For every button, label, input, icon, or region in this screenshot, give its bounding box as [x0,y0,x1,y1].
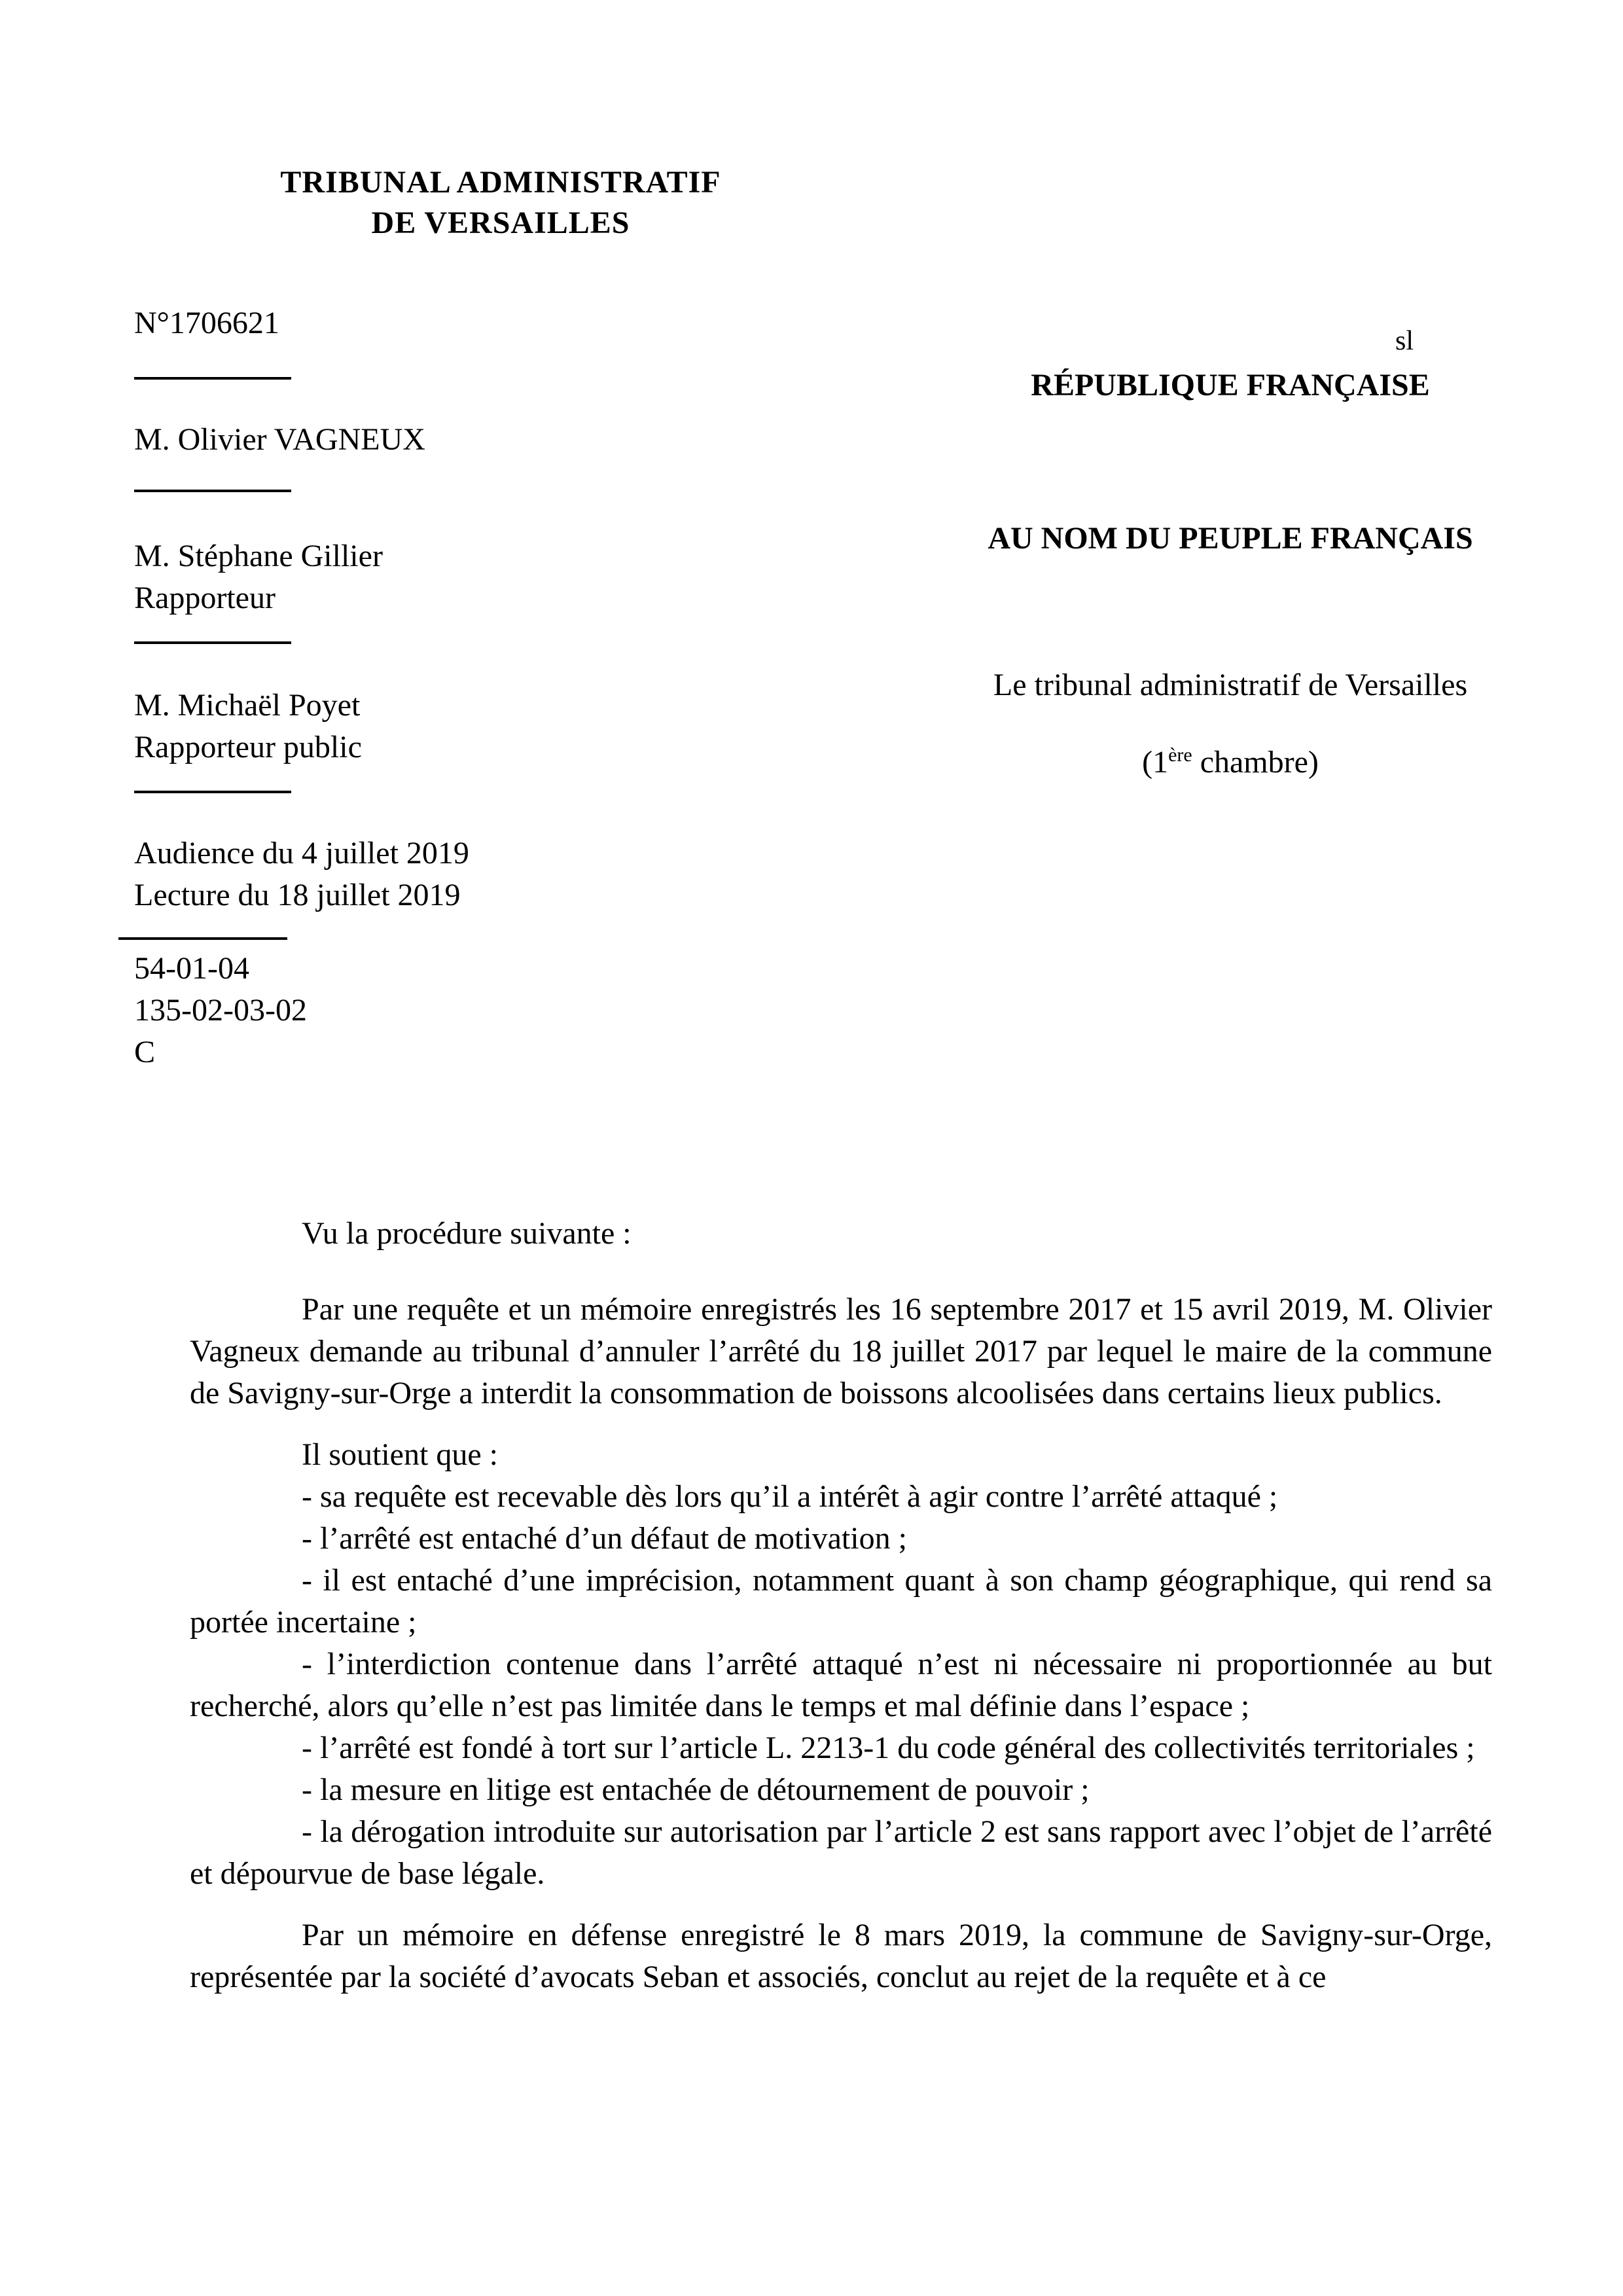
republic-heading: RÉPUBLIQUE FRANÇAISE [1031,368,1430,403]
rapporteur-public-block [134,685,362,768]
horizontal-rule [134,791,291,793]
court-name [134,162,867,243]
court-name-line2: DE VERSAILLES [371,206,630,240]
body-paragraph: Par une requête et un mémoire enregistrés les 16 septembre 2017 et 15 avril 2019, M. Olivier Vagneux demande au tribunal d’annuler l’arrêté du 18 juillet 2017 par lequel le maire de la commune de Savigny-sur-Orge a interdit la consommation de boissons alcoolisées dans certains lieux publics. [190,1292,1492,1410]
body-paragraph: Par un mémoire en défense enregistré le 8 mars 2019, la commune de Savigny-sur-Orge, représentée par la société d’avocats Seban et associés, conclut au rejet de la requête et à ce [190,1918,1492,1994]
rapporteur-block [134,535,383,619]
moyen-item: - la dérogation introduite sur autorisation par l’article 2 est sans rapport avec l’objet de l’arrêté et dépourvue de base légale. [190,1814,1492,1891]
scan-annotation: sl [1395,326,1414,356]
moyen-item: - il est entaché d’une imprécision, notamment quant à son champ géographique, qui rend sa portée incertaine ; [190,1563,1492,1640]
moyen-item: - la mesure en litige est entachée de détournement de pouvoir ; [302,1772,1090,1807]
chamber-ordinal-superscript: ère [1168,744,1192,766]
soutient-intro: Il soutient que : [302,1437,498,1472]
rapporteur-name: M. Stéphane Gillier [134,539,383,573]
horizontal-rule [134,377,291,380]
chamber-prefix: (1 [1142,745,1169,780]
in-the-name-heading: AU NOM DU PEUPLE FRANÇAIS [988,521,1473,556]
rapporteur-public-title: Rapporteur public [134,730,362,764]
chamber-line [903,742,1558,783]
rapporteur-public-name: M. Michaël Poyet [134,688,361,723]
tribunal-line: Le tribunal administratif de Versailles [993,668,1468,702]
horizontal-rule [134,641,291,644]
audience-date: Audience du 4 juillet 2019 [134,836,469,870]
moyen-item: - l’interdiction contenue dans l’arrêté attaqué n’est ni nécessaire ni proportionnée au but recherché, alors qu’elle n’est pas limitée dans le temps et mal définie dans l’espace ; [190,1647,1492,1723]
lecture-date: Lecture du 18 juillet 2019 [134,878,461,912]
hearing-dates-block [134,833,469,916]
chamber-suffix: chambre) [1192,745,1319,780]
moyen-item: - sa requête est recevable dès lors qu’il a intérêt à agir contre l’arrêté attaqué ; [302,1479,1278,1514]
horizontal-rule [118,937,287,940]
case-number: N°1706621 [134,306,279,340]
petitioner-name: M. Olivier VAGNEUX [134,422,425,457]
court-name-line1: TRIBUNAL ADMINISTRATIF [280,165,721,200]
classification-code: C [134,1035,156,1069]
horizontal-rule [134,490,291,492]
rapporteur-title: Rapporteur [134,581,276,615]
judgment-body [190,1213,1492,1998]
moyen-item: - l’arrêté est fondé à tort sur l’article L. 2213-1 du code général des collectivités territoriales ; [302,1731,1475,1765]
classification-code: 135-02-03-02 [134,993,307,1028]
classification-codes-block [134,948,307,1073]
moyen-item: - l’arrêté est entaché d’un défaut de motivation ; [302,1521,907,1556]
classification-code: 54-01-04 [134,951,249,986]
procedure-intro: Vu la procédure suivante : [302,1216,632,1251]
